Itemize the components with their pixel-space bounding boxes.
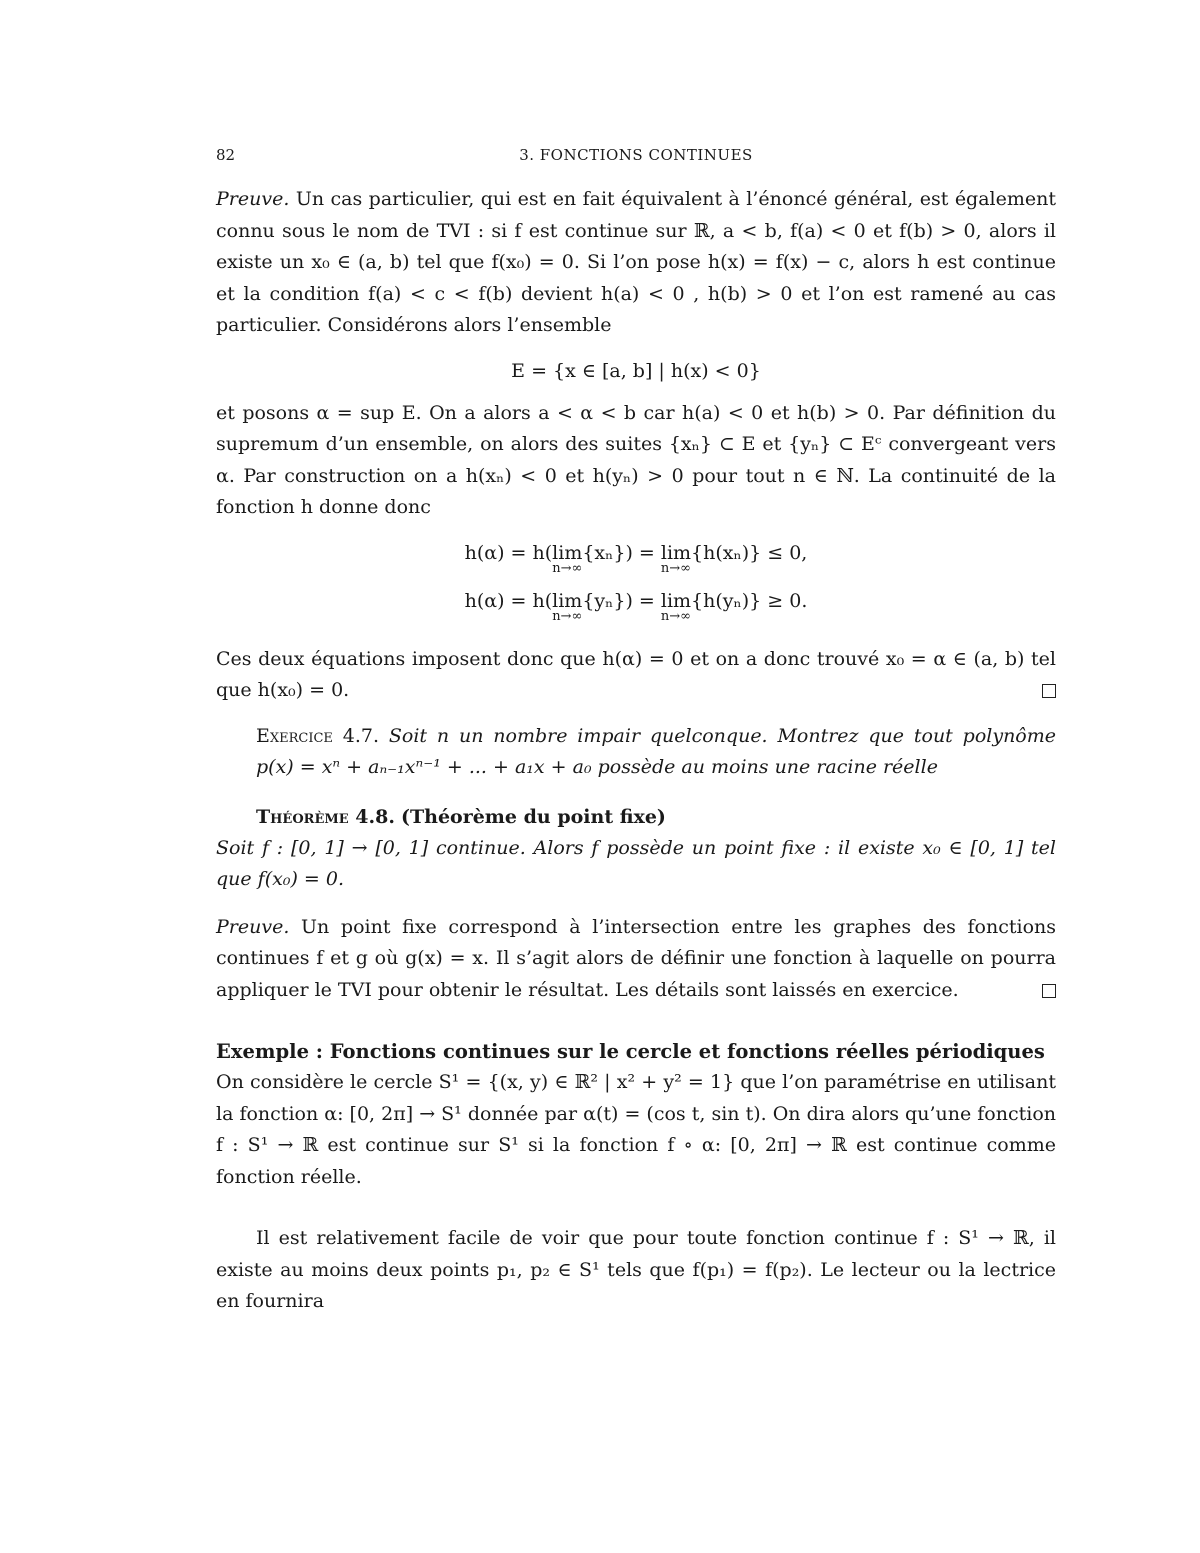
exercise-text: Soit n un nombre impair quelconque. Montrez que tout polynôme p(x) = xⁿ + aₙ₋₁xⁿ⁻¹ + ... + a₁x + a₀ possède au moins une racine réelle [256,724,1057,778]
set-equation: E = {x ∈ [a, b] | h(x) < 0} [511,359,761,382]
running-title: 3. FONCTIONS CONTINUES [519,146,753,164]
proof-fixed-point [216,912,1056,1007]
example-paragraph-2: Il est relativement facile de voir que pour toute fonction continue f : S¹ → ℝ, il existe au moins deux points p₁, p₂ ∈ S¹ tels que f(p₁) = f(p₂). Le lecteur ou la lectrice en fournira [216,1227,1056,1312]
exercise-4-7 [216,721,1056,784]
proof-fixed-point-paragraph [216,912,1056,1007]
example-section [216,1036,1056,1318]
lim-subscript: n→∞ [552,608,583,624]
qed-square-icon [1042,684,1056,698]
theorem-name: (Théorème du point fixe) [401,805,666,828]
lim-operator [661,586,691,622]
eq2-rhs: {h(yₙ)} ≥ 0. [691,589,808,612]
lim-operator [661,538,691,574]
eq1-rhs: {h(xₙ)} ≤ 0, [691,541,808,564]
eq1-mid: {xₙ}) = [582,541,661,564]
proof-tvi-intro-text: Un cas particulier, qui est en fait équivalent à l’énoncé général, est également connu sous le nom de TVI : si f est continue sur ℝ, a < b, f(a) < 0 et f(b) > 0, alors il existe un x₀ ∈ (a, b) tel que f(x₀) = 0. Si l’on pose h(x) = f(x) − c, alors h est continue et la condition f(a) < c < f(b) devient h(a) < 0 , h(b) > 0 et l’on est ramené au cas particulier. Considérons alors l’ensemble [216,188,1057,336]
proof-tvi-conclusion-text: Ces deux équations imposent donc que h(α) = 0 et on a donc trouvé x₀ = α ∈ (a, b) tel que h(x₀) = 0. [216,647,1056,701]
qed-square-icon [1042,984,1056,998]
theorem-heading [216,802,1056,833]
lim-word: lim [552,589,583,612]
example-text: On considère le cercle S¹ = {(x, y) ∈ ℝ² | x² + y² = 1} que l’on paramétrise en utilisant la fonction α: [0, 2π] → S¹ donnée par α(t) = (cos t, sin t). On dira alors qu’une fonction f : S¹ → ℝ est continue sur S¹ si la fonction f ∘ α: [0, 2π] → ℝ est continue comme fonction réelle. [216,1071,1056,1188]
lim-subscript: n→∞ [660,560,692,576]
theorem-statement [216,833,1056,896]
lim-word: lim [552,541,583,564]
theorem-statement-text: Soit f : [0, 1] → [0, 1] continue. Alors f possède un point fixe : il existe x₀ ∈ [0, 1] tel que f(x₀) = 0. [216,836,1056,890]
exercise-paragraph [216,721,1056,784]
exercise-label: Exercice 4.7. [256,724,380,747]
example-title: Exemple : Fonctions continues sur le cercle et fonctions réelles périodiques [216,1040,1045,1063]
eq2-mid: {yₙ}) = [582,589,661,612]
limit-equation-1 [216,538,1056,586]
lim-word: lim [660,589,692,612]
eq2-lhs: h(α) = h( [464,589,553,612]
page [216,140,1056,1318]
page-number: 82 [216,146,236,164]
proof-label: Preuve. [216,188,290,210]
proof-tvi-intro [216,184,1056,342]
proof-tvi-middle: et posons α = sup E. On a alors a < α < b car h(a) < 0 et h(b) > 0. Par définition du supremum d’un ensemble, on alors des suites {xₙ} ⊂ E et {yₙ} ⊂ Eᶜ convergeant vers α. Par construction on a h(xₙ) < 0 et h(yₙ) > 0 pour tout n ∈ ℕ. La continuité de la fonction h donne donc [216,401,1056,518]
proof-fixed-point-text: Un point fixe correspond à l’intersection entre les graphes des fonctions continues f et g où g(x) = x. Il s’agit alors de définir une fonction à laquelle on pourra appliquer le TVI pour obtenir le résultat. Les détails sont laissés en exercice. [216,915,1057,1001]
lim-subscript: n→∞ [660,608,692,624]
proof-tvi [216,184,1056,707]
eq1-lhs: h(α) = h( [464,541,553,564]
theorem-4-8 [216,802,1056,896]
lim-word: lim [660,541,692,564]
theorem-label: Théorème 4.8. [256,805,395,828]
proof-label: Preuve. [216,915,290,938]
lim-operator [552,538,582,574]
limit-equations [216,538,1056,634]
limit-equation-2 [216,586,1056,634]
page-header [216,140,1056,168]
proof-tvi-conclusion [216,644,1056,707]
lim-operator [552,586,582,622]
lim-subscript: n→∞ [552,560,583,576]
